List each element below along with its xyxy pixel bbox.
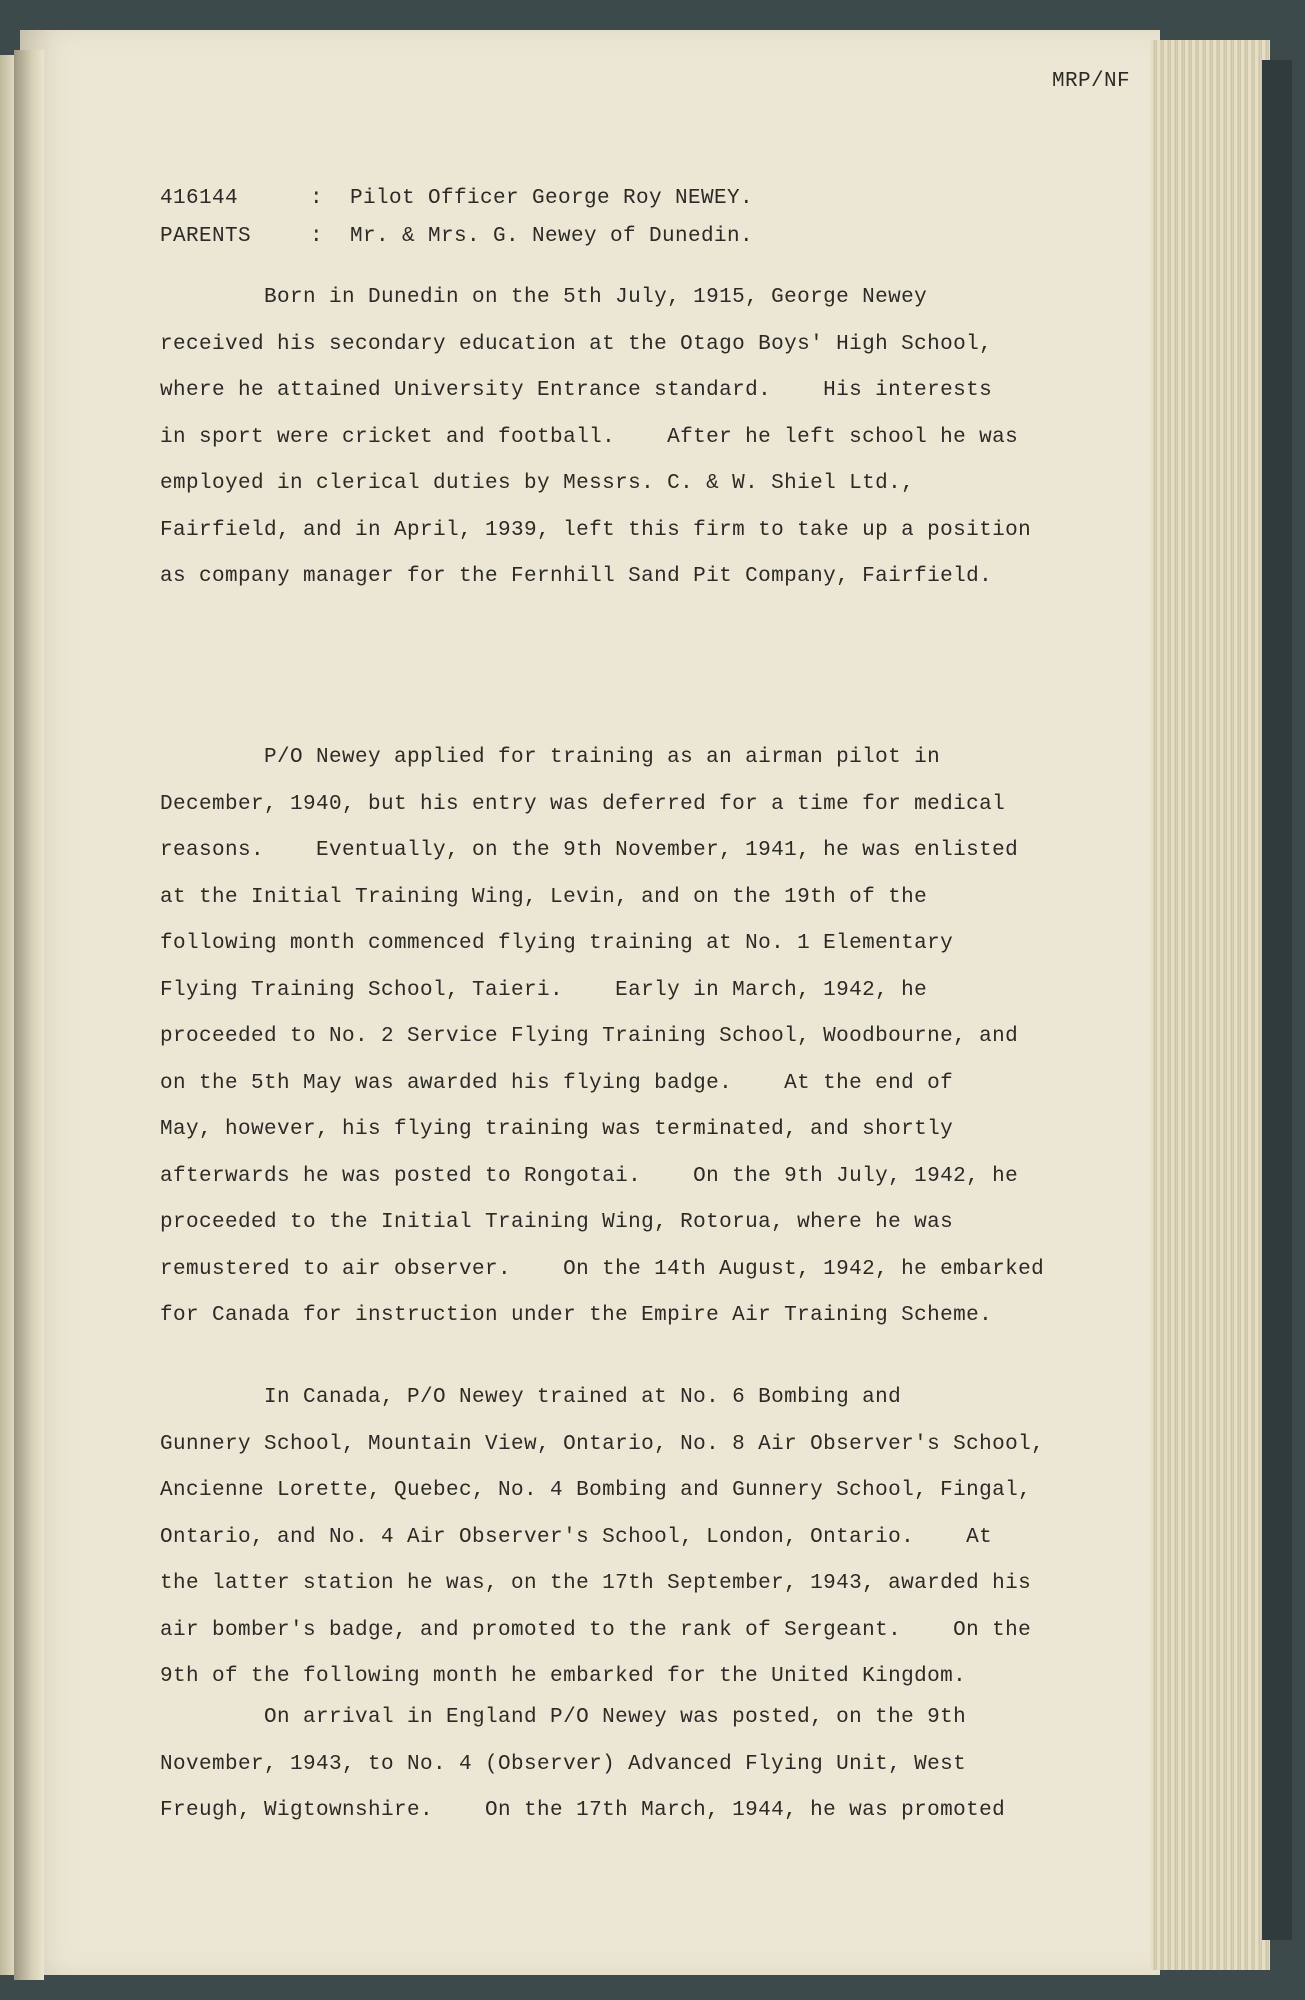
paragraph-early-life bbox=[160, 275, 1031, 601]
text-line: Ontario, and No. 4 Air Observer's School, London, Ontario. At bbox=[160, 1525, 993, 1549]
paragraph-england bbox=[160, 1695, 1005, 1835]
text-line: P/O Newey applied for training as an airman pilot in bbox=[160, 746, 941, 769]
book-gutter bbox=[14, 50, 44, 1980]
record-header bbox=[160, 180, 753, 256]
text-line: at the Initial Training Wing, Levin, and on the 19th of the bbox=[160, 885, 928, 909]
subject-name: Pilot Officer George Roy NEWEY. bbox=[350, 187, 754, 210]
text-line: received his secondary education at the Otago Boys' High School, bbox=[160, 332, 993, 356]
separator: : bbox=[310, 225, 324, 248]
text-line: the latter station he was, on the 17th September, 1943, awarded his bbox=[160, 1572, 1032, 1595]
separator: : bbox=[310, 187, 324, 210]
text-line: for Canada for instruction under the Empire Air Training Scheme. bbox=[160, 1304, 993, 1327]
parents-label: PARENTS bbox=[160, 225, 252, 248]
text-line: May, however, his flying training was terminated, and shortly bbox=[160, 1118, 954, 1141]
text-line: Freugh, Wigtownshire. On the 17th March, 1944, he was promoted bbox=[160, 1799, 1006, 1822]
text-line: on the 5th May was awarded his flying badge. At the end of bbox=[160, 1071, 954, 1095]
text-line: as company manager for the Fernhill Sand Pit Company, Fairfield. bbox=[160, 565, 993, 588]
text-line: Ancienne Lorette, Quebec, No. 4 Bombing and Gunnery School, Fingal, bbox=[160, 1479, 1032, 1502]
text-line: Fairfield, and in April, 1939, left this firm to take up a position bbox=[160, 518, 1032, 542]
text-line: air bomber's badge, and promoted to the rank of Sergeant. On the bbox=[160, 1618, 1032, 1642]
text-line: On arrival in England P/O Newey was posted, on the 9th bbox=[160, 1706, 967, 1729]
text-line: Born in Dunedin on the 5th July, 1915, George Newey bbox=[160, 286, 928, 309]
text-line: Flying Training School, Taieri. Early in March, 1942, he bbox=[160, 978, 928, 1002]
text-line: in sport were cricket and football. After he left school he was bbox=[160, 425, 1019, 449]
text-line: In Canada, P/O Newey trained at No. 6 Bombing and bbox=[160, 1386, 902, 1409]
parents-value: Mr. & Mrs. G. Newey of Dunedin. bbox=[350, 225, 754, 248]
paragraph-training-canada bbox=[160, 1375, 1044, 1701]
text-line: Gunnery School, Mountain View, Ontario, No. 8 Air Observer's School, bbox=[160, 1432, 1045, 1456]
text-line: employed in clerical duties by Messrs. C. & W. Shiel Ltd., bbox=[160, 472, 915, 495]
text-line: November, 1943, to No. 4 (Observer) Advanced Flying Unit, West bbox=[160, 1752, 967, 1776]
page-stack-edges bbox=[1150, 40, 1270, 1970]
book-cover-edge bbox=[1262, 60, 1292, 1940]
text-line: following month commenced flying training at No. 1 Elementary bbox=[160, 932, 954, 955]
service-number: 416144 bbox=[160, 187, 239, 210]
paragraph-training-nz bbox=[160, 735, 1044, 1340]
parents-row bbox=[160, 218, 753, 256]
text-line: reasons. Eventually, on the 9th November, 1941, he was enlisted bbox=[160, 839, 1019, 862]
text-line: afterwards he was posted to Rongotai. On the 9th July, 1942, he bbox=[160, 1164, 1019, 1188]
subject-row bbox=[160, 180, 753, 218]
text-line: remustered to air observer. On the 14th August, 1942, he embarked bbox=[160, 1257, 1045, 1281]
text-line: 9th of the following month he embarked for the United Kingdom. bbox=[160, 1665, 967, 1688]
text-line: proceeded to No. 2 Service Flying Training School, Woodbourne, and bbox=[160, 1025, 1019, 1048]
text-line: where he attained University Entrance standard. His interests bbox=[160, 379, 993, 402]
typed-record bbox=[160, 70, 1140, 1940]
text-line: proceeded to the Initial Training Wing, Rotorua, where he was bbox=[160, 1211, 954, 1234]
file-reference: MRP/NF bbox=[1051, 70, 1130, 93]
text-line: December, 1940, but his entry was deferred for a time for medical bbox=[160, 792, 1006, 816]
